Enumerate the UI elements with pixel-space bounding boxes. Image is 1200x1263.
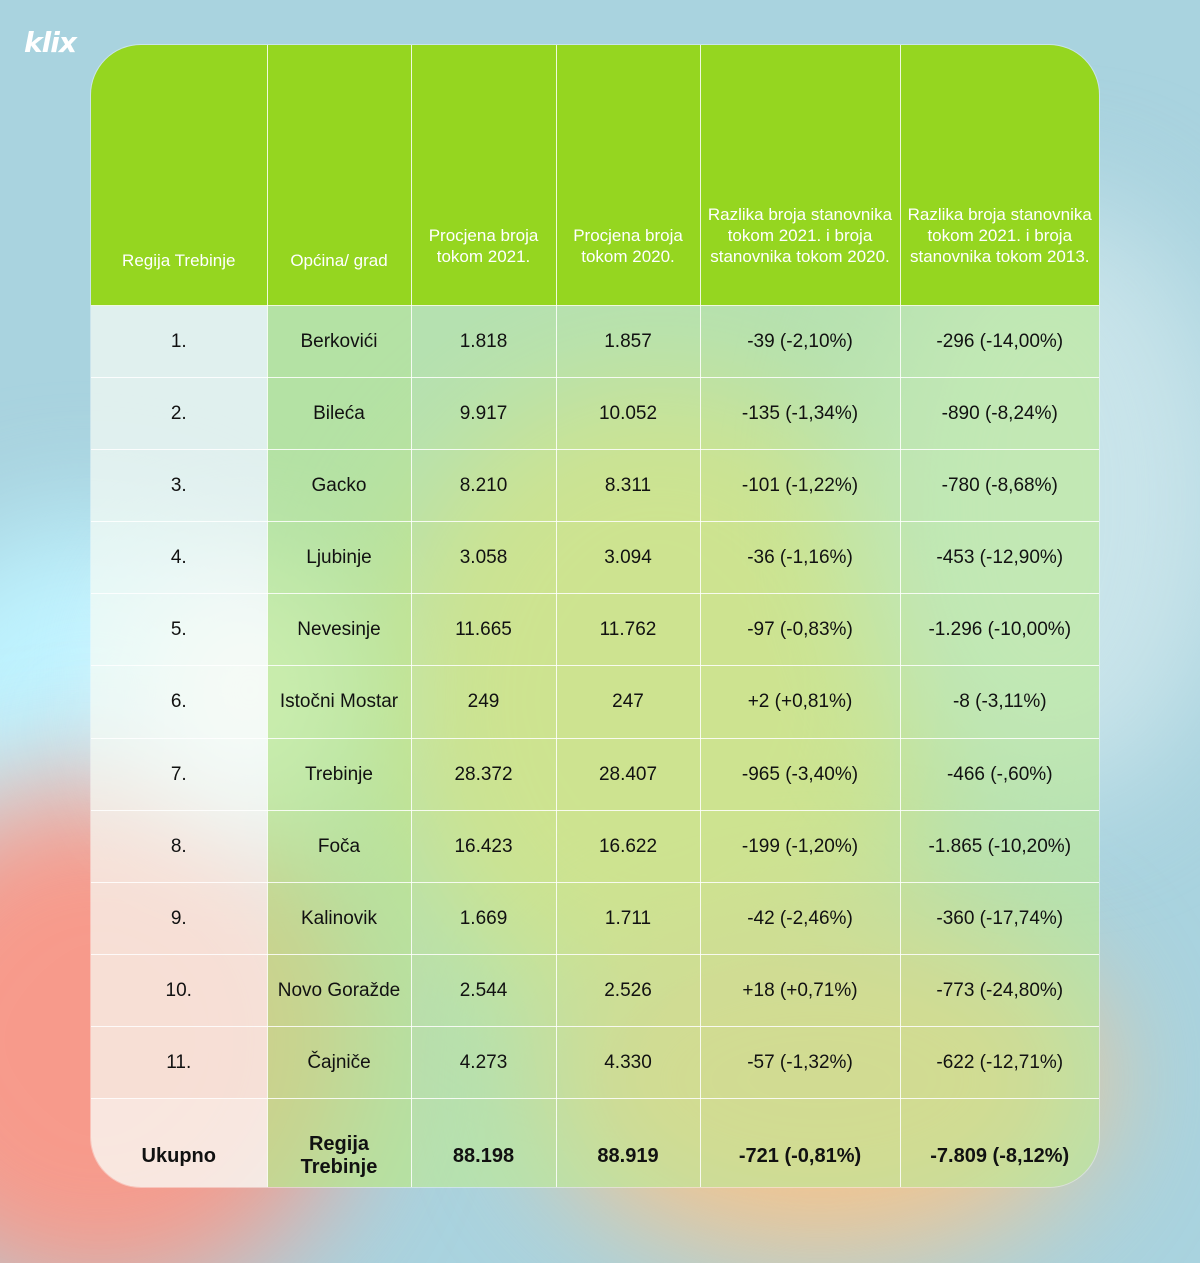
table-row: [91, 594, 1099, 666]
cell-estimate-2021: 9.917: [411, 378, 556, 450]
cell-diff-2020: -135 (-1,34%): [700, 378, 900, 450]
cell-estimate-2020: 11.762: [556, 594, 700, 666]
cell-diff-2020: -965 (-3,40%): [700, 739, 900, 811]
header-diff-2013: Razlika broja stanovnika tokom 2021. i broja stanovnika tokom 2013.: [900, 45, 1099, 306]
header-diff-2020: Razlika broja stanovnika tokom 2021. i broja stanovnika tokom 2020.: [700, 45, 900, 306]
cell-rank: 7.: [91, 739, 267, 811]
cell-diff-2013: -622 (-12,71%): [900, 1027, 1099, 1099]
total-cell-diff-2013: -7.809 (-8,12%): [900, 1099, 1099, 1188]
cell-estimate-2020: 2.526: [556, 955, 700, 1027]
cell-estimate-2021: 8.210: [411, 450, 556, 522]
cell-diff-2020: -36 (-1,16%): [700, 522, 900, 594]
cell-diff-2013: -780 (-8,68%): [900, 450, 1099, 522]
cell-rank: 6.: [91, 666, 267, 739]
cell-rank: 1.: [91, 306, 267, 378]
cell-rank: 3.: [91, 450, 267, 522]
cell-diff-2013: -1.296 (-10,00%): [900, 594, 1099, 666]
cell-estimate-2020: 28.407: [556, 739, 700, 811]
population-table-card: [91, 45, 1099, 1187]
cell-estimate-2020: 10.052: [556, 378, 700, 450]
table-row: [91, 1027, 1099, 1099]
table-total-row: [91, 1099, 1099, 1188]
cell-estimate-2021: 11.665: [411, 594, 556, 666]
cell-diff-2013: -466 (-,60%): [900, 739, 1099, 811]
cell-diff-2013: -8 (-3,11%): [900, 666, 1099, 739]
cell-diff-2020: +18 (+0,71%): [700, 955, 900, 1027]
cell-diff-2013: -453 (-12,90%): [900, 522, 1099, 594]
header-estimate-2020: Procjena broja tokom 2020.: [556, 45, 700, 306]
cell-rank: 5.: [91, 594, 267, 666]
header-region: Regija Trebinje: [91, 45, 267, 306]
cell-municipality: Bileća: [267, 378, 411, 450]
table-row: [91, 811, 1099, 883]
cell-diff-2020: -199 (-1,20%): [700, 811, 900, 883]
cell-municipality: Čajniče: [267, 1027, 411, 1099]
cell-estimate-2021: 2.544: [411, 955, 556, 1027]
cell-rank: 9.: [91, 883, 267, 955]
cell-municipality: Berkovići: [267, 306, 411, 378]
table-row: [91, 739, 1099, 811]
cell-municipality: Istočni Mostar: [267, 666, 411, 739]
cell-estimate-2020: 3.094: [556, 522, 700, 594]
header-municipality: Općina/ grad: [267, 45, 411, 306]
cell-diff-2020: -97 (-0,83%): [700, 594, 900, 666]
header-estimate-2021: Procjena broja tokom 2021.: [411, 45, 556, 306]
cell-diff-2013: -773 (-24,80%): [900, 955, 1099, 1027]
total-cell-municipality: Regija Trebinje: [267, 1099, 411, 1188]
table-row: [91, 883, 1099, 955]
cell-municipality: Novo Goražde: [267, 955, 411, 1027]
cell-estimate-2020: 16.622: [556, 811, 700, 883]
cell-estimate-2020: 1.711: [556, 883, 700, 955]
total-cell-diff-2020: -721 (-0,81%): [700, 1099, 900, 1188]
cell-diff-2013: -360 (-17,74%): [900, 883, 1099, 955]
cell-estimate-2021: 1.818: [411, 306, 556, 378]
table-row: [91, 306, 1099, 378]
table-row: [91, 666, 1099, 739]
population-table: [91, 45, 1099, 1187]
cell-estimate-2021: 28.372: [411, 739, 556, 811]
table-row: [91, 522, 1099, 594]
cell-estimate-2020: 8.311: [556, 450, 700, 522]
cell-estimate-2021: 249: [411, 666, 556, 739]
cell-rank: 10.: [91, 955, 267, 1027]
cell-municipality: Ljubinje: [267, 522, 411, 594]
table-header-row: [91, 45, 1099, 306]
cell-rank: 4.: [91, 522, 267, 594]
cell-rank: 11.: [91, 1027, 267, 1099]
cell-diff-2013: -890 (-8,24%): [900, 378, 1099, 450]
cell-estimate-2020: 247: [556, 666, 700, 739]
cell-rank: 2.: [91, 378, 267, 450]
cell-estimate-2021: 4.273: [411, 1027, 556, 1099]
cell-diff-2020: -57 (-1,32%): [700, 1027, 900, 1099]
cell-municipality: Foča: [267, 811, 411, 883]
cell-diff-2020: -101 (-1,22%): [700, 450, 900, 522]
cell-municipality: Kalinovik: [267, 883, 411, 955]
table-row: [91, 955, 1099, 1027]
klix-logo: klix: [24, 26, 76, 59]
cell-estimate-2021: 16.423: [411, 811, 556, 883]
cell-municipality: Nevesinje: [267, 594, 411, 666]
table-row: [91, 450, 1099, 522]
cell-diff-2013: -1.865 (-10,20%): [900, 811, 1099, 883]
cell-municipality: Gacko: [267, 450, 411, 522]
cell-estimate-2021: 1.669: [411, 883, 556, 955]
cell-diff-2020: -39 (-2,10%): [700, 306, 900, 378]
cell-municipality: Trebinje: [267, 739, 411, 811]
cell-diff-2020: -42 (-2,46%): [700, 883, 900, 955]
table-body: [91, 306, 1099, 1188]
cell-diff-2020: +2 (+0,81%): [700, 666, 900, 739]
cell-estimate-2020: 1.857: [556, 306, 700, 378]
total-cell-rank: Ukupno: [91, 1099, 267, 1188]
cell-estimate-2020: 4.330: [556, 1027, 700, 1099]
total-cell-estimate-2020: 88.919: [556, 1099, 700, 1188]
table-row: [91, 378, 1099, 450]
total-cell-estimate-2021: 88.198: [411, 1099, 556, 1188]
cell-rank: 8.: [91, 811, 267, 883]
cell-estimate-2021: 3.058: [411, 522, 556, 594]
cell-diff-2013: -296 (-14,00%): [900, 306, 1099, 378]
